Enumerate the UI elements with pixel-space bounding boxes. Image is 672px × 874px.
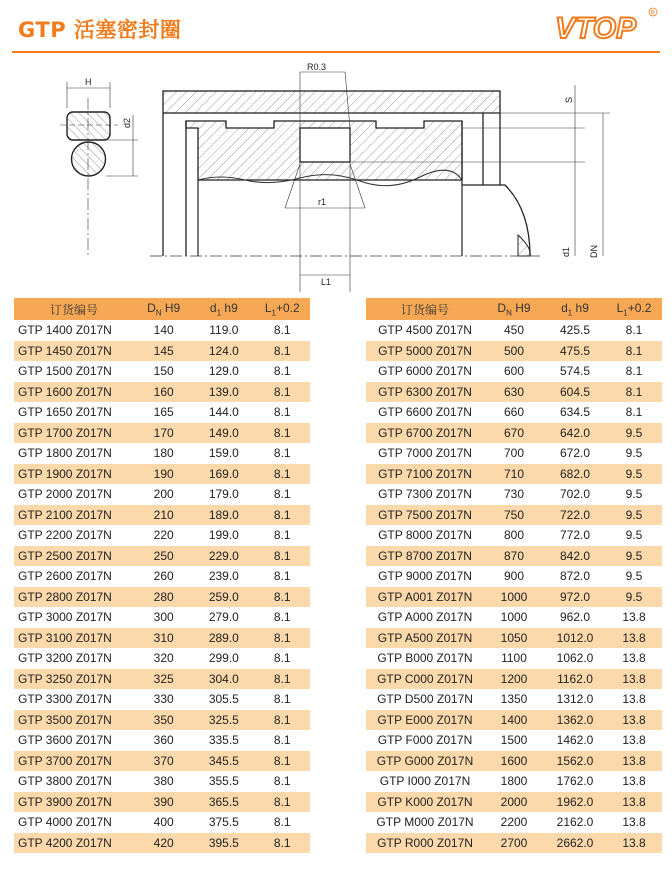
cell-d1: 772.0 xyxy=(544,525,606,546)
table-row xyxy=(366,710,662,731)
cell-d1: 1562.0 xyxy=(544,751,606,772)
cell-dn: 1000 xyxy=(484,607,544,628)
cell-dn: 310 xyxy=(134,628,193,649)
cell-d1: 305.5 xyxy=(193,689,254,710)
cell-dn: 1400 xyxy=(484,710,544,731)
cell-dn: 325 xyxy=(134,669,193,690)
table-header-row xyxy=(366,298,662,320)
table-row xyxy=(14,751,310,772)
cell-dn: 390 xyxy=(134,792,193,813)
table-row xyxy=(14,710,310,731)
cell-order-no: GTP 2100 Z017N xyxy=(14,505,134,526)
cell-l1: 8.1 xyxy=(254,812,310,833)
cell-d1: 574.5 xyxy=(544,361,606,382)
table-row xyxy=(14,812,310,833)
cell-order-no: GTP 1400 Z017N xyxy=(14,320,134,341)
table-row xyxy=(14,464,310,485)
cell-order-no: GTP 1500 Z017N xyxy=(14,361,134,382)
table-row xyxy=(366,648,662,669)
cell-dn: 750 xyxy=(484,505,544,526)
cell-l1: 8.1 xyxy=(606,320,662,341)
cell-order-no: GTP I000 Z017N xyxy=(366,771,484,792)
cell-d1: 289.0 xyxy=(193,628,254,649)
svg-text:R: R xyxy=(650,10,656,17)
cell-order-no: GTP 3300 Z017N xyxy=(14,689,134,710)
cell-l1: 9.5 xyxy=(606,505,662,526)
table-row xyxy=(366,505,662,526)
cell-d1: 169.0 xyxy=(193,464,254,485)
cell-d1: 345.5 xyxy=(193,751,254,772)
table-row xyxy=(14,382,310,403)
cell-dn: 450 xyxy=(484,320,544,341)
cell-d1: 702.0 xyxy=(544,484,606,505)
cell-dn: 280 xyxy=(134,587,193,608)
table-row xyxy=(14,443,310,464)
cell-dn: 145 xyxy=(134,341,193,362)
col-l1: $L_1+0.2$ xyxy=(254,298,310,320)
cell-dn: 400 xyxy=(134,812,193,833)
cell-order-no: GTP K000 Z017N xyxy=(366,792,484,813)
cell-l1: 9.5 xyxy=(606,464,662,485)
table-row xyxy=(14,607,310,628)
cell-l1: 9.5 xyxy=(606,484,662,505)
cell-l1: 8.1 xyxy=(254,792,310,813)
cell-order-no: GTP F000 Z017N xyxy=(366,730,484,751)
cell-l1: 8.1 xyxy=(254,525,310,546)
table-row xyxy=(366,402,662,423)
cell-order-no: GTP 3800 Z017N xyxy=(14,771,134,792)
cell-d1: 1062.0 xyxy=(544,648,606,669)
cell-dn: 660 xyxy=(484,402,544,423)
cell-order-no: GTP 2500 Z017N xyxy=(14,546,134,567)
cell-l1: 13.8 xyxy=(606,710,662,731)
dim-l1-label: L1 xyxy=(321,277,332,287)
cell-d1: 395.5 xyxy=(193,833,254,854)
cell-dn: 260 xyxy=(134,566,193,587)
cell-order-no: GTP M000 Z017N xyxy=(366,812,484,833)
cell-dn: 700 xyxy=(484,443,544,464)
cell-order-no: GTP 3100 Z017N xyxy=(14,628,134,649)
cell-l1: 8.1 xyxy=(254,402,310,423)
cell-dn: 710 xyxy=(484,464,544,485)
cell-l1: 13.8 xyxy=(606,771,662,792)
cell-order-no: GTP 2200 Z017N xyxy=(14,525,134,546)
cell-dn: 200 xyxy=(134,484,193,505)
table-row xyxy=(366,628,662,649)
dim-dn-label: DN xyxy=(589,245,599,258)
cell-dn: 1000 xyxy=(484,587,544,608)
cell-l1: 8.1 xyxy=(606,382,662,403)
table-row xyxy=(366,566,662,587)
cell-dn: 1100 xyxy=(484,648,544,669)
cell-order-no: GTP A001 Z017N xyxy=(366,587,484,608)
cell-dn: 320 xyxy=(134,648,193,669)
cell-dn: 600 xyxy=(484,361,544,382)
dim-d2-label: d2 xyxy=(122,117,132,128)
cell-l1: 9.5 xyxy=(606,546,662,567)
cell-d1: 355.5 xyxy=(193,771,254,792)
logo-text: VTOP xyxy=(555,12,637,45)
cell-d1: 1012.0 xyxy=(544,628,606,649)
table-row xyxy=(14,669,310,690)
cell-l1: 8.1 xyxy=(254,464,310,485)
cell-order-no: GTP 1450 Z017N xyxy=(14,341,134,362)
table-row xyxy=(14,628,310,649)
cell-dn: 165 xyxy=(134,402,193,423)
cell-l1: 8.1 xyxy=(254,751,310,772)
cell-d1: 365.5 xyxy=(193,792,254,813)
cell-order-no: GTP 7300 Z017N xyxy=(366,484,484,505)
cell-dn: 220 xyxy=(134,525,193,546)
cell-d1: 1462.0 xyxy=(544,730,606,751)
col-dn: $D_N$ H9 xyxy=(484,298,544,320)
cell-l1: 8.1 xyxy=(254,341,310,362)
cell-order-no: GTP C000 Z017N xyxy=(366,669,484,690)
cell-d1: 604.5 xyxy=(544,382,606,403)
cell-order-no: GTP B000 Z017N xyxy=(366,648,484,669)
cell-l1: 8.1 xyxy=(254,771,310,792)
table-row xyxy=(366,546,662,567)
cell-order-no: GTP 1700 Z017N xyxy=(14,423,134,444)
table-row xyxy=(366,689,662,710)
cell-d1: 239.0 xyxy=(193,566,254,587)
cell-dn: 1350 xyxy=(484,689,544,710)
table-row xyxy=(14,505,310,526)
cell-order-no: GTP 2600 Z017N xyxy=(14,566,134,587)
vtop-logo xyxy=(553,6,659,46)
cell-dn: 1800 xyxy=(484,771,544,792)
cell-l1: 13.8 xyxy=(606,792,662,813)
cell-l1: 8.1 xyxy=(254,320,310,341)
cell-d1: 1312.0 xyxy=(544,689,606,710)
cell-d1: 299.0 xyxy=(193,648,254,669)
cell-order-no: GTP 1900 Z017N xyxy=(14,464,134,485)
cell-l1: 9.5 xyxy=(606,443,662,464)
cell-order-no: GTP 4200 Z017N xyxy=(14,833,134,854)
cell-d1: 634.5 xyxy=(544,402,606,423)
seal-cross-section-drawing xyxy=(0,60,672,292)
cell-l1: 8.1 xyxy=(254,710,310,731)
col-d1: $d_1$ h9 xyxy=(544,298,606,320)
table-row xyxy=(366,525,662,546)
cell-order-no: GTP 4500 Z017N xyxy=(366,320,484,341)
cell-order-no: GTP 2000 Z017N xyxy=(14,484,134,505)
cell-l1: 8.1 xyxy=(254,443,310,464)
cell-d1: 2662.0 xyxy=(544,833,606,854)
cell-dn: 1050 xyxy=(484,628,544,649)
table-header-row xyxy=(14,298,310,320)
cell-d1: 1962.0 xyxy=(544,792,606,813)
cell-l1: 8.1 xyxy=(254,423,310,444)
cell-order-no: GTP 3900 Z017N xyxy=(14,792,134,813)
cell-l1: 8.1 xyxy=(254,648,310,669)
cell-l1: 13.8 xyxy=(606,730,662,751)
cell-dn: 330 xyxy=(134,689,193,710)
col-order-no: 订货编号 xyxy=(14,298,134,320)
cell-d1: 1162.0 xyxy=(544,669,606,690)
cell-d1: 325.5 xyxy=(193,710,254,731)
cell-order-no: GTP 3600 Z017N xyxy=(14,730,134,751)
col-order-no: 订货编号 xyxy=(366,298,484,320)
cell-order-no: GTP 3200 Z017N xyxy=(14,648,134,669)
cell-dn: 180 xyxy=(134,443,193,464)
cell-d1: 124.0 xyxy=(193,341,254,362)
cell-dn: 170 xyxy=(134,423,193,444)
piston-assembly xyxy=(150,62,610,292)
cell-order-no: GTP R000 Z017N xyxy=(366,833,484,854)
cell-l1: 8.1 xyxy=(254,587,310,608)
header-divider xyxy=(12,51,660,53)
table-row xyxy=(366,792,662,813)
dim-r03-label: R0.3 xyxy=(307,62,327,72)
seal-profile xyxy=(60,77,138,256)
size-table-left xyxy=(14,298,310,853)
table-row xyxy=(14,546,310,567)
dim-d1-label: d1 xyxy=(561,246,571,257)
cell-l1: 13.8 xyxy=(606,607,662,628)
cell-l1: 13.8 xyxy=(606,751,662,772)
cell-d1: 149.0 xyxy=(193,423,254,444)
cell-order-no: GTP A000 Z017N xyxy=(366,607,484,628)
cell-order-no: GTP 3500 Z017N xyxy=(14,710,134,731)
cell-l1: 8.1 xyxy=(606,361,662,382)
cell-d1: 682.0 xyxy=(544,464,606,485)
cell-l1: 8.1 xyxy=(254,607,310,628)
cell-d1: 279.0 xyxy=(193,607,254,628)
table-row xyxy=(366,361,662,382)
cell-dn: 900 xyxy=(484,566,544,587)
col-dn: $D_N$ H9 xyxy=(134,298,193,320)
cell-dn: 800 xyxy=(484,525,544,546)
cell-l1: 13.8 xyxy=(606,669,662,690)
cell-order-no: GTP 7000 Z017N xyxy=(366,443,484,464)
table-row xyxy=(14,423,310,444)
cell-dn: 300 xyxy=(134,607,193,628)
cell-d1: 259.0 xyxy=(193,587,254,608)
table-row xyxy=(14,730,310,751)
cell-l1: 8.1 xyxy=(254,628,310,649)
cell-dn: 370 xyxy=(134,751,193,772)
cell-l1: 9.5 xyxy=(606,587,662,608)
cell-l1: 13.8 xyxy=(606,833,662,854)
dim-s-label: S xyxy=(564,96,574,103)
size-table-right xyxy=(366,298,662,853)
cell-l1: 8.1 xyxy=(254,669,310,690)
cell-order-no: GTP 1600 Z017N xyxy=(14,382,134,403)
cell-l1: 13.8 xyxy=(606,689,662,710)
cell-d1: 129.0 xyxy=(193,361,254,382)
cell-dn: 190 xyxy=(134,464,193,485)
table-row xyxy=(14,771,310,792)
cell-d1: 229.0 xyxy=(193,546,254,567)
table-row xyxy=(14,484,310,505)
table-row xyxy=(14,320,310,341)
cell-l1: 13.8 xyxy=(606,648,662,669)
cell-dn: 150 xyxy=(134,361,193,382)
table-row xyxy=(14,566,310,587)
table-row xyxy=(14,833,310,854)
cell-d1: 144.0 xyxy=(193,402,254,423)
cell-d1: 199.0 xyxy=(193,525,254,546)
cell-dn: 2200 xyxy=(484,812,544,833)
cell-order-no: GTP G000 Z017N xyxy=(366,751,484,772)
cell-order-no: GTP 6700 Z017N xyxy=(366,423,484,444)
cell-l1: 8.1 xyxy=(606,402,662,423)
cell-dn: 350 xyxy=(134,710,193,731)
table-row xyxy=(366,587,662,608)
cell-dn: 360 xyxy=(134,730,193,751)
cell-order-no: GTP 3250 Z017N xyxy=(14,669,134,690)
cell-d1: 1362.0 xyxy=(544,710,606,731)
cell-d1: 304.0 xyxy=(193,669,254,690)
cell-l1: 9.5 xyxy=(606,566,662,587)
table-row xyxy=(366,423,662,444)
cell-d1: 1762.0 xyxy=(544,771,606,792)
cell-d1: 335.5 xyxy=(193,730,254,751)
cell-order-no: GTP 9000 Z017N xyxy=(366,566,484,587)
cell-d1: 842.0 xyxy=(544,546,606,567)
cell-d1: 179.0 xyxy=(193,484,254,505)
cell-order-no: GTP 6300 Z017N xyxy=(366,382,484,403)
table-row xyxy=(366,607,662,628)
cell-d1: 872.0 xyxy=(544,566,606,587)
cell-dn: 730 xyxy=(484,484,544,505)
cell-d1: 425.5 xyxy=(544,320,606,341)
cell-l1: 8.1 xyxy=(254,566,310,587)
cell-l1: 8.1 xyxy=(254,689,310,710)
cell-order-no: GTP 3000 Z017N xyxy=(14,607,134,628)
table-row xyxy=(14,525,310,546)
table-row xyxy=(366,771,662,792)
table-row xyxy=(366,812,662,833)
cell-l1: 8.1 xyxy=(254,382,310,403)
cell-d1: 2162.0 xyxy=(544,812,606,833)
cell-order-no: GTP 2800 Z017N xyxy=(14,587,134,608)
cell-order-no: GTP D500 Z017N xyxy=(366,689,484,710)
cell-l1: 8.1 xyxy=(254,833,310,854)
cell-order-no: GTP 5000 Z017N xyxy=(366,341,484,362)
cell-l1: 8.1 xyxy=(254,505,310,526)
dim-h-label: H xyxy=(85,77,92,87)
col-l1: $L_1+0.2$ xyxy=(606,298,662,320)
table-row xyxy=(14,587,310,608)
cell-order-no: GTP 7500 Z017N xyxy=(366,505,484,526)
cell-l1: 8.1 xyxy=(254,361,310,382)
cell-d1: 672.0 xyxy=(544,443,606,464)
cell-d1: 189.0 xyxy=(193,505,254,526)
dim-r1-label: r1 xyxy=(318,197,327,207)
cell-dn: 1600 xyxy=(484,751,544,772)
table-row xyxy=(366,669,662,690)
cell-d1: 972.0 xyxy=(544,587,606,608)
cell-dn: 1200 xyxy=(484,669,544,690)
cell-l1: 13.8 xyxy=(606,628,662,649)
cell-d1: 119.0 xyxy=(193,320,254,341)
table-row xyxy=(366,382,662,403)
cell-order-no: GTP 8000 Z017N xyxy=(366,525,484,546)
table-row xyxy=(366,320,662,341)
cell-l1: 13.8 xyxy=(606,812,662,833)
col-d1: $d_1$ h9 xyxy=(193,298,254,320)
table-row xyxy=(366,484,662,505)
table-row xyxy=(14,792,310,813)
table-row xyxy=(366,464,662,485)
cell-dn: 140 xyxy=(134,320,193,341)
cell-l1: 8.1 xyxy=(254,546,310,567)
cell-d1: 375.5 xyxy=(193,812,254,833)
cell-dn: 2700 xyxy=(484,833,544,854)
cell-l1: 8.1 xyxy=(606,341,662,362)
table-row xyxy=(366,730,662,751)
cell-dn: 1500 xyxy=(484,730,544,751)
cell-d1: 475.5 xyxy=(544,341,606,362)
cell-order-no: GTP 6000 Z017N xyxy=(366,361,484,382)
cell-d1: 139.0 xyxy=(193,382,254,403)
cell-dn: 380 xyxy=(134,771,193,792)
table-row xyxy=(14,689,310,710)
cell-order-no: GTP 4000 Z017N xyxy=(14,812,134,833)
cell-d1: 722.0 xyxy=(544,505,606,526)
cell-dn: 630 xyxy=(484,382,544,403)
table-row xyxy=(14,341,310,362)
cell-order-no: GTP E000 Z017N xyxy=(366,710,484,731)
cell-dn: 500 xyxy=(484,341,544,362)
cell-dn: 210 xyxy=(134,505,193,526)
cell-dn: 670 xyxy=(484,423,544,444)
table-row xyxy=(366,443,662,464)
cell-d1: 159.0 xyxy=(193,443,254,464)
cell-dn: 160 xyxy=(134,382,193,403)
cell-d1: 642.0 xyxy=(544,423,606,444)
cell-order-no: GTP A500 Z017N xyxy=(366,628,484,649)
cell-dn: 870 xyxy=(484,546,544,567)
cell-dn: 250 xyxy=(134,546,193,567)
cell-l1: 8.1 xyxy=(254,484,310,505)
table-row xyxy=(366,341,662,362)
page-title: GTP 活塞密封圈 xyxy=(18,18,182,42)
cell-order-no: GTP 7100 Z017N xyxy=(366,464,484,485)
cell-d1: 962.0 xyxy=(544,607,606,628)
table-row xyxy=(14,361,310,382)
table-row xyxy=(14,648,310,669)
table-row xyxy=(14,402,310,423)
cell-order-no: GTP 8700 Z017N xyxy=(366,546,484,567)
cell-order-no: GTP 6600 Z017N xyxy=(366,402,484,423)
cell-order-no: GTP 1650 Z017N xyxy=(14,402,134,423)
table-row xyxy=(366,751,662,772)
cell-l1: 9.5 xyxy=(606,525,662,546)
cell-dn: 2000 xyxy=(484,792,544,813)
table-row xyxy=(366,833,662,854)
cell-order-no: GTP 3700 Z017N xyxy=(14,751,134,772)
cell-l1: 9.5 xyxy=(606,423,662,444)
cell-order-no: GTP 1800 Z017N xyxy=(14,443,134,464)
cell-l1: 8.1 xyxy=(254,730,310,751)
cell-dn: 420 xyxy=(134,833,193,854)
